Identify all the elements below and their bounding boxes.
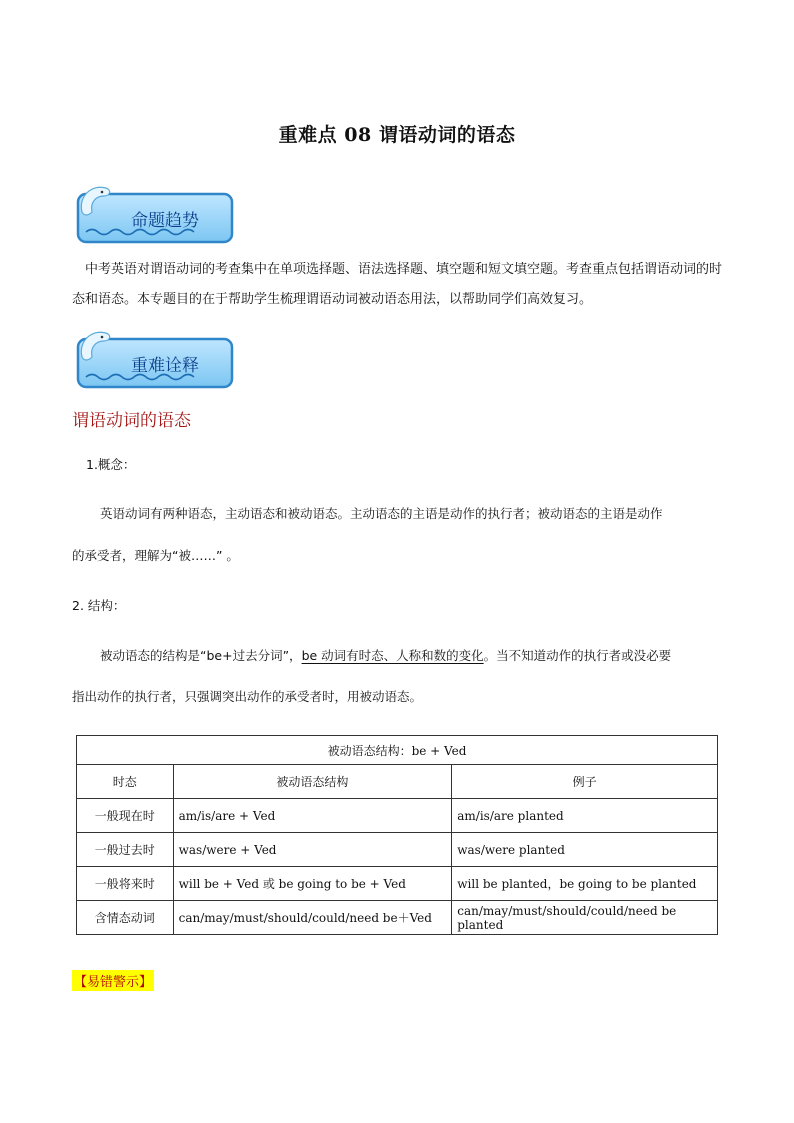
trend-badge-label: 命题趋势 [131,211,199,231]
trend-badge [72,182,234,242]
structure-cell: will be + Ved 或 be going to be + Ved [173,867,452,901]
table-header: 时态 [77,765,174,799]
concept-label: 1.概念： [86,457,136,472]
table-header: 被动语态结构 [173,765,452,799]
structure-line-2: 指出动作的执行者，只强调突出动作的承受者时，用被动语态。 [72,689,423,704]
example-cell: was/were planted [452,833,718,867]
intro-paragraph: 中考英语对谓语动词的考查集中在单项选择题、语法选择题、填空题和短文填空题。考查重点包括谓语动词的时态和语态。本专题目的在于帮助学生梳理谓语动词被动语态用法，以帮助同学们高效复习。 [72,262,723,307]
passive-voice-table [76,735,718,935]
table-row [77,867,718,901]
table-row [77,833,718,867]
example-cell: am/is/are planted [452,799,718,833]
example-cell: will be planted，be going to be planted [452,867,718,901]
structure-cell: am/is/are + Ved [173,799,452,833]
table-row [77,901,718,935]
example-cell: can/may/must/should/could/need be planted [452,901,718,935]
page-title: 重难点 08 谓语动词的语态 [278,124,516,146]
table-caption-row [77,736,718,765]
tense-cell: 一般现在时 [77,799,174,833]
structure-text-post: 。当不知道动作的执行者或没必要 [483,648,672,663]
concept-line-1: 英语动词有两种语态，主动语态和被动语态。主动语态的主语是动作的执行者；被动语态的主语是动作 [100,506,663,521]
structure-line-1 [100,646,671,664]
structure-cell: was/were + Ved [173,833,452,867]
tense-cell: 一般将来时 [77,867,174,901]
concept-line-2: 的承受者，理解为“被……” 。 [72,548,239,563]
table-page-break [70,936,730,944]
table-caption: 被动语态结构：be + Ved [77,736,718,765]
explain-badge-label: 重难诠释 [131,356,199,376]
structure-text-underlined: be 动词有时态、人称和数的变化 [301,648,484,663]
table-header-row [77,765,718,799]
tense-cell: 含情态动词 [77,901,174,935]
explain-badge [72,327,234,387]
structure-cell: can/may/must/should/could/need be＋Ved [173,901,452,935]
warning-label: 【易错警示】 [72,970,154,991]
table-header: 例子 [452,765,718,799]
section-heading: 谓语动词的语态 [72,411,191,431]
tense-cell: 一般过去时 [77,833,174,867]
table-row [77,799,718,833]
structure-label: 2. 结构： [72,598,126,613]
structure-text-pre: 被动语态的结构是“be+过去分词”， [100,648,302,663]
